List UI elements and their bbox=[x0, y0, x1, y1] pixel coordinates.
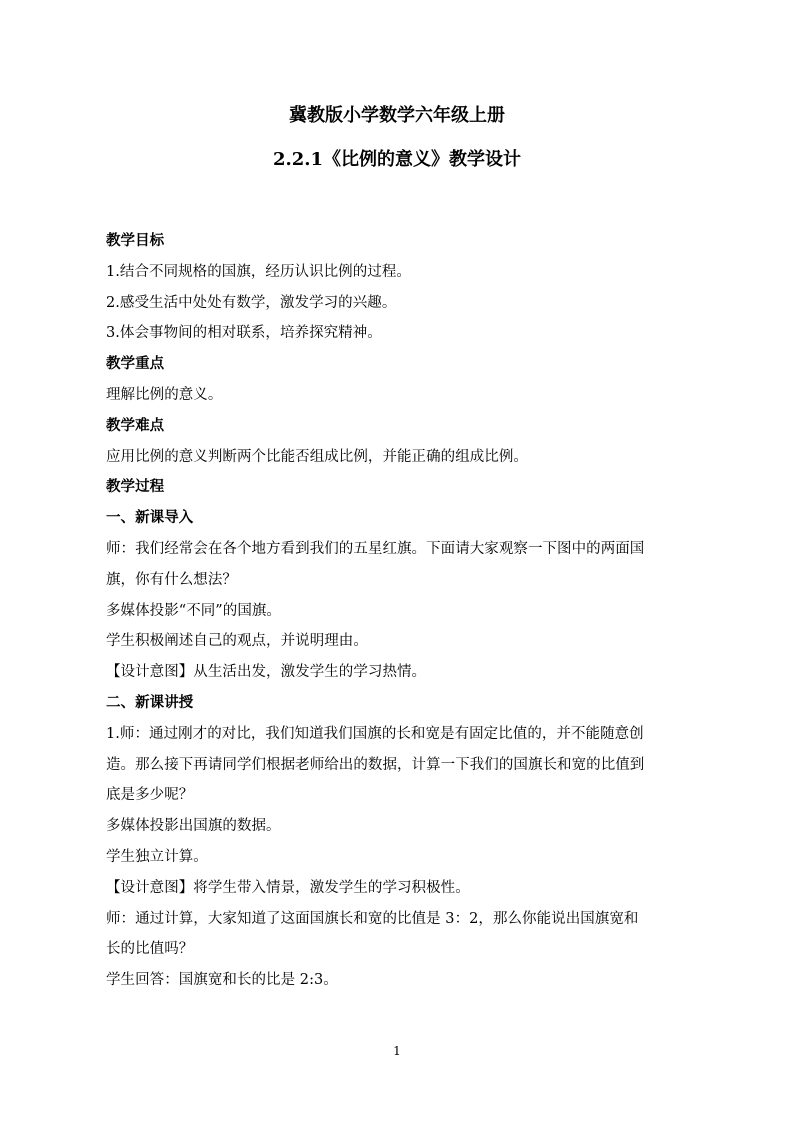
section-heading: 教学目标 bbox=[106, 232, 165, 249]
section-heading: 教学重点 bbox=[106, 355, 165, 373]
paragraph-line: 理解比例的意义。 bbox=[106, 386, 223, 403]
paragraph-line: 学生回答：国旗宽和长的比是 2:3。 bbox=[106, 972, 338, 989]
page-number: 1 bbox=[393, 1044, 401, 1058]
paragraph-line: 1.结合不同规格的国旗，经历认识比例的过程。 bbox=[106, 263, 411, 280]
paragraph-line: 学生积极阐述自己的观点，并说明理由。 bbox=[106, 633, 368, 650]
paragraph-line: 旗，你有什么想法？ bbox=[106, 571, 237, 588]
paragraph-line: 3.体会事物间的相对联系，培养探究精神。 bbox=[106, 325, 382, 342]
paragraph-line: 1.师：通过刚才的对比，我们知道我们国旗的长和宽是有固定比值的，并不能随意创 bbox=[106, 725, 644, 742]
section-heading: 教学难点 bbox=[106, 416, 165, 434]
section-heading: 教学过程 bbox=[106, 478, 165, 496]
paragraph-line: 应用比例的意义判断两个比能否组成比例，并能正确的组成比例。 bbox=[106, 448, 528, 465]
paragraph-line: 2.感受生活中处处有数学，激发学习的兴趣。 bbox=[106, 294, 397, 311]
paragraph-line: 造。那么接下再请同学们根据老师给出的数据，计算一下我们的国旗长和宽的比值到 bbox=[106, 756, 645, 773]
document-title: 冀教版小学数学六年级上册 bbox=[289, 105, 505, 126]
paragraph-line: 底是多少呢？ bbox=[106, 787, 194, 804]
section-heading: 二、新课讲授 bbox=[106, 693, 194, 711]
document-body bbox=[106, 226, 696, 996]
paragraph-line: 【设计意图】从生活出发，激发学生的学习热情。 bbox=[106, 664, 427, 681]
paragraph-line: 学生独立计算。 bbox=[106, 848, 208, 865]
paragraph-line: 多媒体投影“不同”的国旗。 bbox=[106, 602, 281, 619]
paragraph-line: 师：通过计算，大家知道了这面国旗长和宽的比值是 3：2，那么你能说出国旗宽和 bbox=[106, 910, 639, 927]
paragraph-line: 师：我们经常会在各个地方看到我们的五星红旗。下面请大家观察一下图中的两面国 bbox=[106, 540, 645, 557]
document-subtitle: 2.2.1《比例的意义》教学设计 bbox=[272, 149, 522, 170]
paragraph-line: 多媒体投影出国旗的数据。 bbox=[106, 818, 281, 835]
paragraph-line: 【设计意图】将学生带入情景，激发学生的学习积极性。 bbox=[106, 879, 470, 896]
section-heading: 一、新课导入 bbox=[106, 509, 194, 527]
paragraph-line: 长的比值吗？ bbox=[106, 941, 194, 958]
